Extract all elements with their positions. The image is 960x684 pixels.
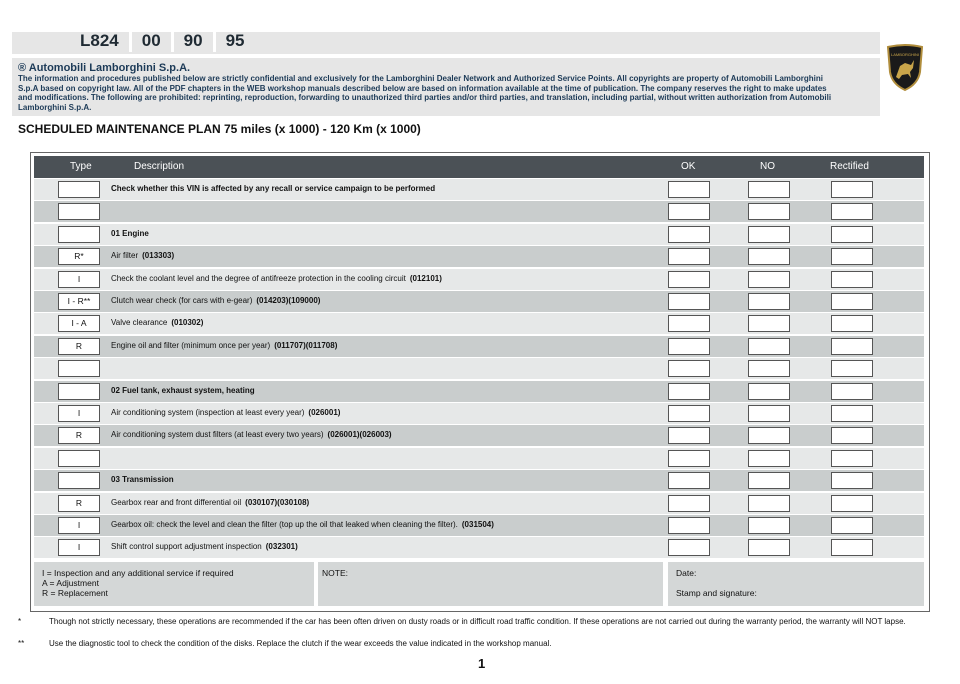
no-checkbox[interactable] — [748, 315, 790, 332]
rectified-checkbox[interactable] — [831, 248, 873, 265]
note-label: NOTE: — [322, 568, 348, 578]
operation-code: (030107)(030108) — [245, 497, 310, 507]
description-cell — [111, 386, 259, 395]
description-cell — [111, 341, 337, 350]
ok-checkbox[interactable] — [668, 405, 710, 422]
column-description: Description — [134, 161, 185, 172]
operation-code: (014203)(109000) — [256, 296, 321, 305]
table-row — [34, 448, 924, 469]
description-cell — [111, 229, 153, 238]
no-checkbox[interactable] — [748, 271, 790, 288]
plan-title: SCHEDULED MAINTENANCE PLAN 75 miles (x 1000) - 120 Km (x 1000) — [18, 122, 421, 136]
ok-checkbox[interactable] — [668, 315, 710, 332]
table-row — [34, 358, 924, 379]
table-row — [34, 291, 924, 312]
ok-checkbox[interactable] — [668, 495, 710, 512]
operation-code: (031504) — [461, 520, 494, 529]
ok-checkbox[interactable] — [668, 338, 710, 355]
operation-code: (012101) — [409, 273, 442, 283]
table-row — [34, 381, 924, 402]
description-cell — [111, 184, 439, 193]
document-code — [70, 30, 255, 52]
table-row — [34, 179, 924, 200]
legend-inspection: I = Inspection and any additional service if required — [42, 568, 234, 578]
type-cell — [58, 226, 100, 243]
type-cell — [58, 203, 100, 220]
rectified-checkbox[interactable] — [831, 293, 873, 310]
description-text: Valve clearance — [111, 318, 168, 328]
rectified-checkbox[interactable] — [831, 450, 873, 467]
column-ok: OK — [681, 161, 696, 172]
type-cell — [58, 472, 100, 489]
column-rectified: Rectified — [830, 161, 869, 172]
code-model: L824 — [80, 31, 119, 50]
description-text: Clutch wear check (for cars with e-gear) — [111, 296, 253, 305]
table-row — [34, 224, 924, 245]
no-checkbox[interactable] — [748, 517, 790, 534]
type-cell: I — [58, 517, 100, 534]
description-text: Shift control support adjustment inspection — [111, 542, 262, 552]
no-checkbox[interactable] — [748, 248, 790, 265]
copyright-text: The information and procedures published below are strictly confidential and exclusively for the Lamborghini Dealer Network and Authorized Service Points. All copyrights are property of Automobili Lamborghini S.p.A based on copyright law. All of the PDF chapters in the WEB workshop manuals described below are based on information available at the time of publication. The company reserves the right to make updates and modifications. The following are prohibited: reprinting, reproduction, forwarding to unauthorized third parties and/or third parties, and translation, including partial, without written authorization from Automobili Lamborghini S.p.A. — [18, 74, 832, 112]
type-cell: I — [58, 271, 100, 288]
type-cell: I — [58, 539, 100, 556]
rectified-checkbox[interactable] — [831, 495, 873, 512]
description-cell — [111, 408, 340, 417]
description-text: Engine oil and filter (minimum once per year) — [111, 340, 271, 350]
code-subgroup: 90 — [183, 31, 203, 50]
rectified-checkbox[interactable] — [831, 271, 873, 288]
rectified-checkbox[interactable] — [831, 203, 873, 220]
type-cell — [58, 383, 100, 400]
date-label: Date: — [676, 568, 697, 578]
type-cell: I - R** — [58, 293, 100, 310]
table-row — [34, 336, 924, 357]
ok-checkbox[interactable] — [668, 271, 710, 288]
description-cell — [111, 542, 298, 551]
legend-adjustment: A = Adjustment — [42, 578, 99, 588]
description-cell — [111, 274, 442, 283]
no-checkbox[interactable] — [748, 181, 790, 198]
operation-code: (013303) — [142, 251, 175, 261]
signature-label: Stamp and signature: — [676, 588, 757, 598]
rectified-checkbox[interactable] — [831, 539, 873, 556]
table-row — [34, 313, 924, 334]
no-checkbox[interactable] — [748, 226, 790, 243]
type-cell — [58, 450, 100, 467]
footnote-text: Use the diagnostic tool to check the condition of the disks. Replace the clutch if the wear exceeds the value indicated in the workshop manual. — [49, 639, 552, 648]
table-row — [34, 470, 924, 491]
description-text: 03 Transmission — [111, 475, 174, 485]
type-cell: I - A — [58, 315, 100, 332]
table-row — [34, 246, 924, 267]
description-cell — [111, 251, 174, 260]
description-text: Air conditioning system (inspection at least every year) — [111, 408, 305, 417]
description-cell — [111, 296, 320, 305]
column-no: NO — [760, 161, 775, 172]
table-row — [34, 403, 924, 424]
table-header — [34, 156, 924, 178]
no-checkbox[interactable] — [748, 405, 790, 422]
description-cell — [111, 206, 115, 215]
copyright-title: ® Automobili Lamborghini S.p.A. — [18, 62, 191, 74]
type-cell — [58, 181, 100, 198]
column-type: Type — [70, 161, 92, 172]
footnote-mark: ** — [18, 639, 25, 648]
type-cell: R — [58, 427, 100, 444]
date-signature-box[interactable] — [668, 562, 924, 606]
description-text: Gearbox rear and front differential oil — [111, 497, 242, 507]
description-text: Check whether this VIN is affected by any recall or service campaign to be performed — [111, 184, 436, 193]
no-checkbox[interactable] — [748, 338, 790, 355]
rectified-checkbox[interactable] — [831, 360, 873, 377]
footnote — [18, 639, 552, 649]
description-cell — [111, 318, 203, 327]
ok-checkbox[interactable] — [668, 181, 710, 198]
type-cell: R — [58, 338, 100, 355]
ok-checkbox[interactable] — [668, 517, 710, 534]
rectified-checkbox[interactable] — [831, 517, 873, 534]
no-checkbox[interactable] — [748, 472, 790, 489]
code-section: 95 — [225, 31, 245, 50]
type-cell: R — [58, 495, 100, 512]
description-cell — [111, 453, 115, 462]
description-text: Air conditioning system dust filters (at least every two years) — [111, 430, 324, 440]
description-cell — [111, 430, 392, 439]
ok-checkbox[interactable] — [668, 450, 710, 467]
lamborghini-shield-logo — [885, 44, 925, 92]
operation-code: (011707)(011708) — [274, 340, 338, 350]
operation-code: (032301) — [265, 542, 298, 552]
ok-checkbox[interactable] — [668, 226, 710, 243]
table-row — [34, 201, 924, 222]
description-cell — [111, 520, 494, 529]
ok-checkbox[interactable] — [668, 203, 710, 220]
description-cell — [111, 363, 115, 372]
rectified-checkbox[interactable] — [831, 427, 873, 444]
rectified-checkbox[interactable] — [831, 405, 873, 422]
no-checkbox[interactable] — [748, 360, 790, 377]
description-cell — [111, 498, 309, 507]
description-cell — [111, 475, 178, 484]
no-checkbox[interactable] — [748, 495, 790, 512]
description-text: Gearbox oil: check the level and clean the filter (top up the oil that leaked when cleaning the filter). — [111, 520, 458, 529]
footnote-mark: * — [18, 617, 22, 626]
no-checkbox[interactable] — [748, 539, 790, 556]
type-cell: R* — [58, 248, 100, 265]
ok-checkbox[interactable] — [668, 293, 710, 310]
ok-checkbox[interactable] — [668, 472, 710, 489]
ok-checkbox[interactable] — [668, 360, 710, 377]
logo-text: LAMBORGHINI — [890, 52, 920, 57]
no-checkbox[interactable] — [748, 427, 790, 444]
rectified-checkbox[interactable] — [831, 338, 873, 355]
rectified-checkbox[interactable] — [831, 315, 873, 332]
operation-code: (026001) — [308, 408, 341, 417]
operation-code: (026001)(026003) — [327, 430, 392, 440]
table-row — [34, 269, 924, 290]
type-cell — [58, 360, 100, 377]
ok-checkbox[interactable] — [668, 539, 710, 556]
legend-replacement: R = Replacement — [42, 588, 108, 598]
ok-checkbox[interactable] — [668, 248, 710, 265]
description-text: 01 Engine — [111, 228, 149, 238]
note-box[interactable] — [318, 562, 663, 606]
ok-checkbox[interactable] — [668, 383, 710, 400]
legend-box — [34, 562, 314, 606]
ok-checkbox[interactable] — [668, 427, 710, 444]
table-row — [34, 537, 924, 558]
no-checkbox[interactable] — [748, 203, 790, 220]
description-text: 02 Fuel tank, exhaust system, heating — [111, 385, 255, 395]
description-text: Check the coolant level and the degree of antifreeze protection in the cooling circuit — [111, 273, 406, 283]
table-row — [34, 425, 924, 446]
page-number: 1 — [478, 656, 486, 671]
code-group: 00 — [141, 31, 161, 50]
footnote-text: Though not strictly necessary, these operations are recommended if the car has been often driven on dusty roads or in difficult road traffic condition. If these operations are not carried out during the warranty period, the warranty will NOT lapse. — [49, 617, 906, 626]
no-checkbox[interactable] — [748, 450, 790, 467]
type-cell: I — [58, 405, 100, 422]
no-checkbox[interactable] — [748, 383, 790, 400]
operation-code: (010302) — [171, 318, 204, 328]
description-text: Air filter — [111, 251, 139, 261]
table-row — [34, 515, 924, 536]
table-row — [34, 493, 924, 514]
rectified-checkbox[interactable] — [831, 383, 873, 400]
rectified-checkbox[interactable] — [831, 181, 873, 198]
footnote — [18, 617, 906, 627]
rectified-checkbox[interactable] — [831, 472, 873, 489]
no-checkbox[interactable] — [748, 293, 790, 310]
rectified-checkbox[interactable] — [831, 226, 873, 243]
